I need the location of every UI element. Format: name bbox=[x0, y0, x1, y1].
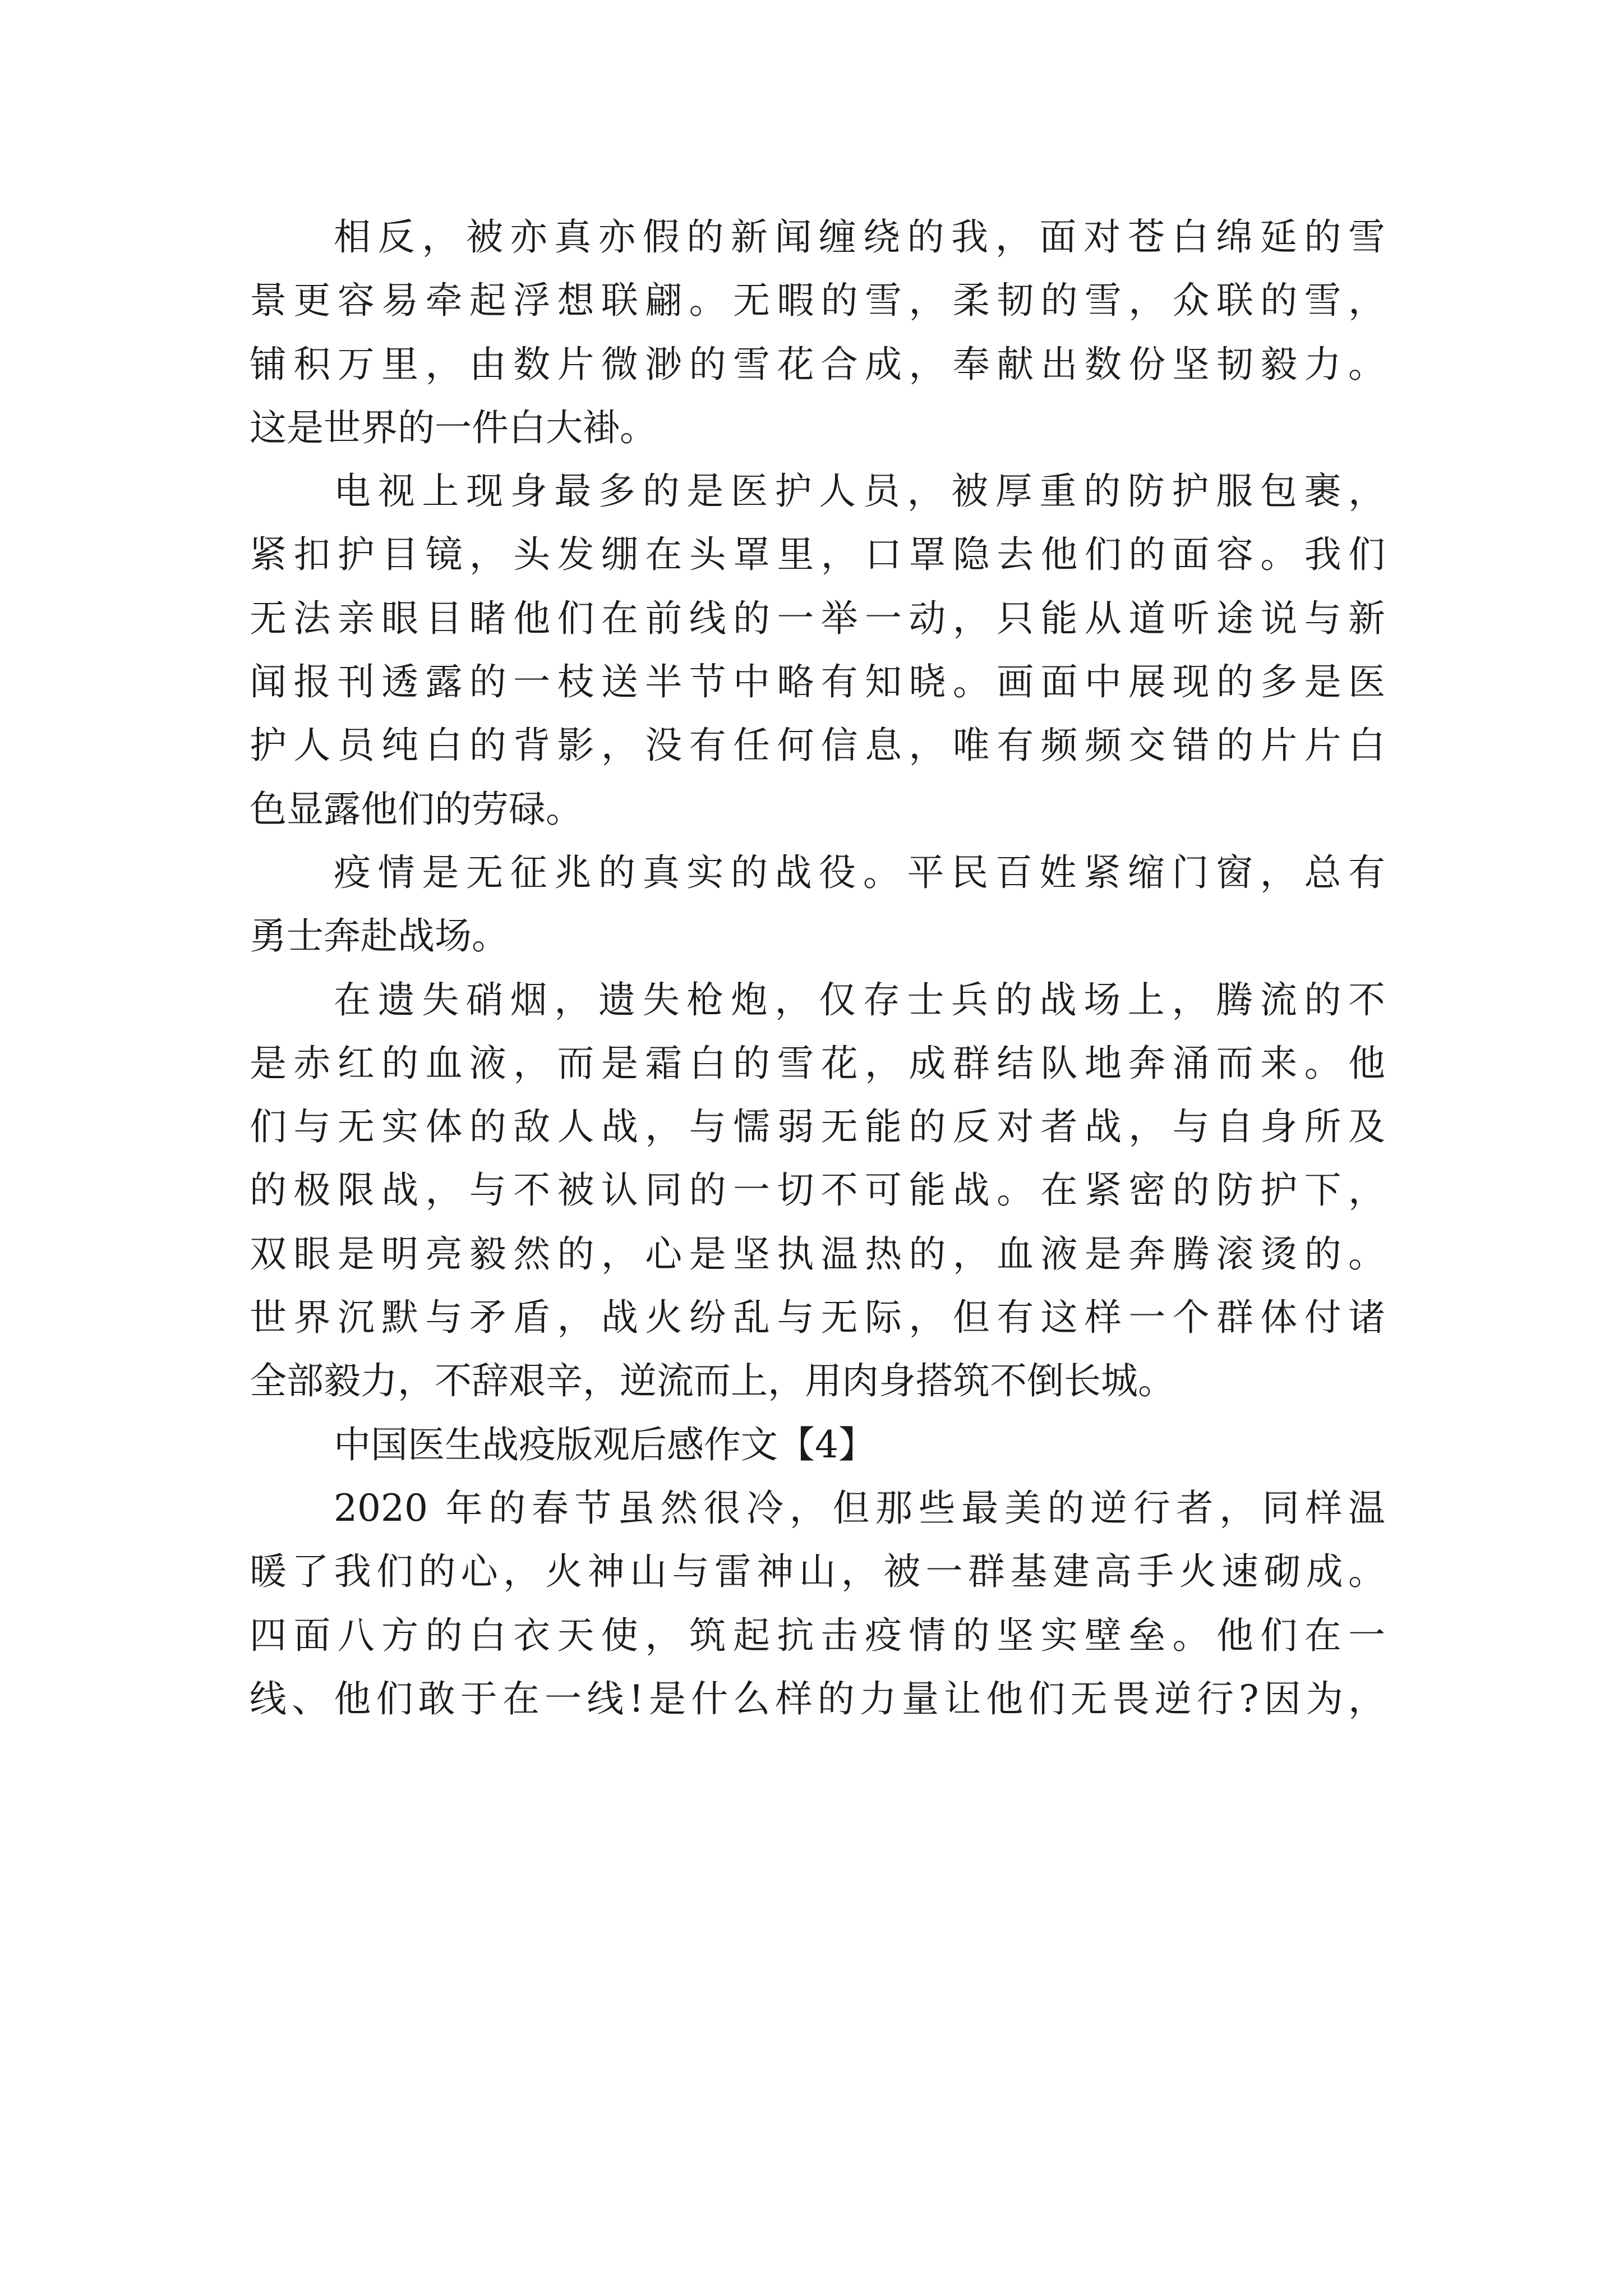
text-line: 闻报刊透露的一枝送半节中略有知晓。画面中展现的多是医 bbox=[250, 660, 1385, 704]
heading-line: 中国医生战疫版观后感作文【4】 bbox=[334, 1423, 875, 1466]
text-line: 相反，被亦真亦假的新闻缠绕的我，面对苍白绵延的雪 bbox=[334, 215, 1385, 259]
text-line: 的极限战，与不被认同的一切不可能战。在紧密的防护下， bbox=[250, 1168, 1385, 1212]
text-line: 铺积万里，由数片微渺的雪花合成，奉献出数份坚韧毅力。 bbox=[250, 342, 1385, 386]
text-line: 全部毅力，不辞艰辛，逆流而上，用肉身搭筑不倒长城。 bbox=[250, 1359, 1175, 1403]
paragraph bbox=[250, 1476, 1385, 1731]
text-line: 紧扣护目镜，头发绷在头罩里，口罩隐去他们的面容。我们 bbox=[250, 533, 1385, 577]
paragraph bbox=[250, 968, 1385, 1413]
text-line: 2020 年的春节虽然很冷，但那些最美的逆行者，同样温 bbox=[334, 1486, 1385, 1530]
paragraph bbox=[250, 459, 1385, 841]
text-line: 世界沉默与矛盾，战火纷乱与无际，但有这样一个群体付诸 bbox=[250, 1296, 1385, 1340]
section-heading bbox=[250, 1413, 1385, 1476]
paragraph bbox=[250, 205, 1385, 459]
text-line: 护人员纯白的背影，没有任何信息，唯有频频交错的片片白 bbox=[250, 724, 1385, 767]
text-line: 在遗失硝烟，遗失枪炮，仅存士兵的战场上，腾流的不 bbox=[334, 978, 1385, 1022]
text-line: 无法亲眼目睹他们在前线的一举一动，只能从道听途说与新 bbox=[250, 596, 1385, 640]
text-line: 四面八方的白衣天使，筑起抗击疫情的坚实壁垒。他们在一 bbox=[250, 1613, 1385, 1657]
text-line: 电视上现身最多的是医护人员，被厚重的防护服包裹， bbox=[334, 470, 1385, 513]
text-line: 是赤红的血液，而是霜白的雪花，成群结队地奔涌而来。他 bbox=[250, 1041, 1385, 1085]
paragraph bbox=[250, 841, 1385, 968]
text-line: 这是世界的一件白大褂。 bbox=[250, 406, 657, 449]
text-line: 色显露他们的劳碌。 bbox=[250, 787, 583, 831]
text-line: 景更容易牵起浮想联翩。无暇的雪，柔韧的雪，众联的雪， bbox=[250, 279, 1385, 323]
document-body bbox=[250, 205, 1385, 1731]
text-line: 暖了我们的心，火神山与雷神山，被一群基建高手火速砌成。 bbox=[250, 1550, 1385, 1594]
text-line: 线、他们敢于在一线!是什么样的力量让他们无畏逆行?因为， bbox=[250, 1677, 1385, 1720]
text-line: 双眼是明亮毅然的，心是坚执温热的，血液是奔腾滚烫的。 bbox=[250, 1232, 1385, 1276]
text-line: 疫情是无征兆的真实的战役。平民百姓紧缩门窗，总有 bbox=[334, 850, 1385, 894]
text-line: 勇士奔赴战场。 bbox=[250, 914, 509, 958]
text-line: 们与无实体的敌人战，与懦弱无能的反对者战，与自身所及 bbox=[250, 1105, 1385, 1149]
